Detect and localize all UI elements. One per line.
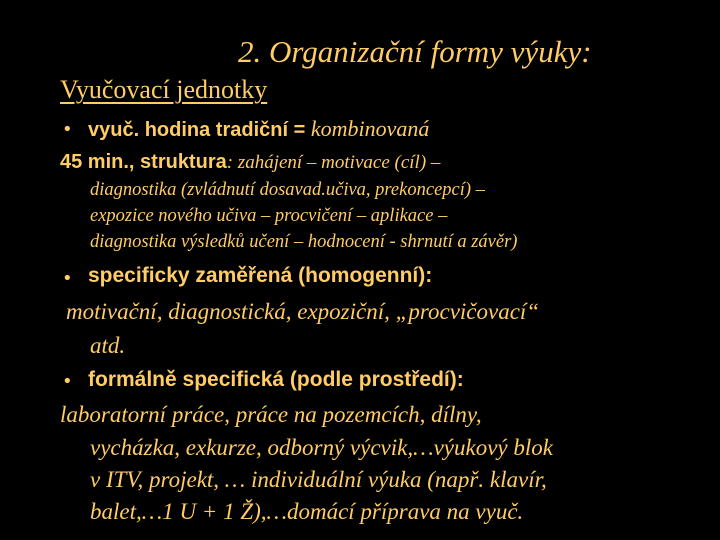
bullet-3: • — [62, 371, 73, 392]
item1-line2-italic: : zahájení – motivace (cíl) – — [226, 152, 441, 173]
item2-line2: motivační, diagnostická, expoziční, „procvičovací“ — [66, 299, 540, 324]
item2-heading: specificky zaměřená (homogenní): — [88, 264, 433, 287]
item1-line2 — [60, 151, 440, 174]
item1-line4: expozice nového učiva – procvičení – aplikace – — [90, 206, 448, 226]
item1-line1 — [88, 116, 429, 142]
item3-line4: v ITV, projekt, … individuální výuka (např. klavír, — [90, 467, 547, 492]
item3-line3: vycházka, exkurze, odborný výcvik,…výukový blok — [90, 435, 553, 460]
item3-heading: formálně specifická (podle prostředí): — [88, 368, 464, 391]
slide-subtitle: Vyučovací jednotky — [60, 75, 268, 104]
item1-line5: diagnostika výsledků učení – hodnocení - shrnutí a závěr) — [90, 232, 518, 252]
item1-italic-part: kombinovaná — [310, 116, 430, 141]
item2-line3: atd. — [90, 333, 126, 358]
item3-line2: laboratorní práce, práce na pozemcích, dílny, — [60, 402, 482, 427]
item1-line3: diagnostika (zvládnutí dosavad.učiva, prekoncepcí) – — [90, 180, 485, 200]
slide-title: 2. Organizační formy výuky: — [238, 34, 592, 69]
bullet-2: • — [62, 268, 73, 289]
bullet-1: • — [62, 119, 73, 140]
item1-line2-bold: 45 min., struktura — [60, 151, 227, 173]
item3-line5: balet,…1 U + 1 Ž),…domácí příprava na vyuč. — [90, 499, 524, 524]
item1-bold-part: vyuč. hodina tradiční = — [88, 119, 311, 141]
